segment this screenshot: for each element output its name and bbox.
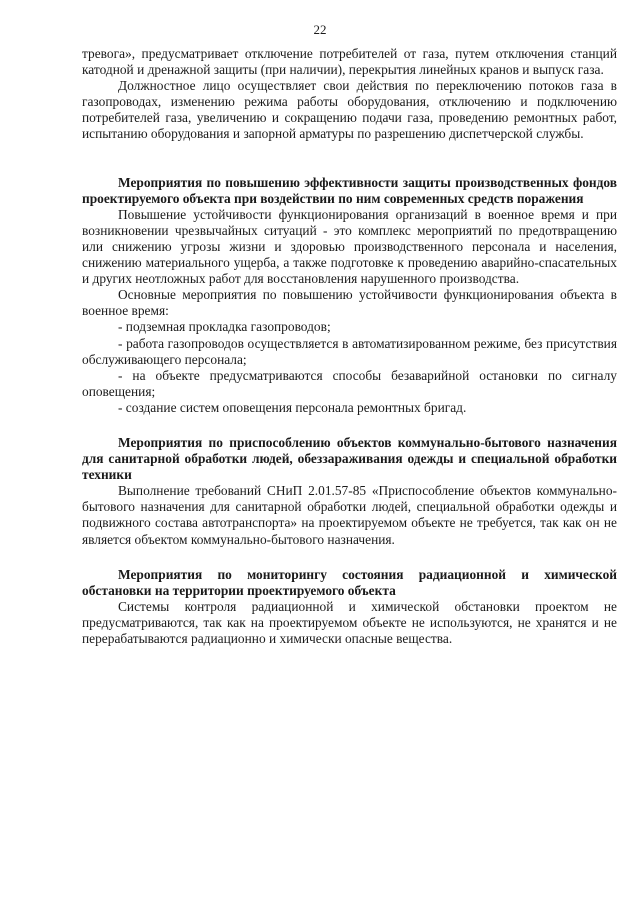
list-item: - на объекте предусматриваются способы безаварийной остановки по сигналу оповещения; — [82, 367, 617, 399]
section-paragraph: Основные мероприятия по повышению устойчивости функционирования объекта в военное время: — [82, 287, 617, 319]
section-heading-protection: Мероприятия по повышению эффективности защиты производственных фондов проектируемого объекта при воздействии по ним современных средств поражения — [82, 174, 617, 206]
section-paragraph: Повышение устойчивости функционирования организаций в военное время и при возникновении чрезвычайных ситуаций - это комплекс мероприятий по предотвращению или снижению угрозы жизни и здоровью производственного персонала и населения, снижению материального ущерба, а также подготовке к проведению аварийно-спасательных и других неотложных работ для восстановления нарушенного производства. — [82, 206, 617, 287]
section-paragraph: Выполнение требований СНиП 2.01.57-85 «Приспособление объектов коммунально-бытового назначения для санитарной обработки людей, специальной обработки одежды и подвижного состава автотранспорта» на проектируемом объекте не требуется, так как он не является объектом коммунально-бытового назначения. — [82, 483, 617, 547]
section-spacer — [82, 143, 617, 175]
list-item: - создание систем оповещения персонала ремонтных бригад. — [118, 399, 467, 415]
intro-paragraph: Должностное лицо осуществляет свои действия по переключению потоков газа в газопроводах, изменению режима работы оборудования, отключению и подключению потребителей газа, увеличению и сокращению подачи газа, проведению ремонтных работ, испытанию оборудования и запорной арматуры по разрешению диспетчерской службы. — [82, 78, 617, 142]
section-heading-sanitation: Мероприятия по приспособлению объектов коммунально-бытового назначения для санитарной обработки людей, обеззараживания одежды и специальной обработки техники — [82, 434, 617, 483]
intro-paragraph-continuation: тревога», предусматривает отключение потребителей от газа, путем отключения станций катодной и дренажной защиты (при наличии), перекрытия линейных кранов и выпуск газа. — [82, 46, 617, 78]
page-content — [82, 46, 617, 647]
list-item: - работа газопроводов осуществляется в автоматизированном режиме, без присутствия обслуживающего персонала; — [82, 335, 617, 367]
page-number: 22 — [313, 22, 327, 37]
section-heading-monitoring: Мероприятия по мониторингу состояния радиационной и химической обстановки на территории проектируемого объекта — [82, 566, 617, 598]
section-paragraph: Системы контроля радиационной и химической обстановки проектом не предусматриваются, так как на проектируемом объекте не используются, не хранятся и не перерабатываются радиационно и химически опасные вещества. — [82, 598, 617, 646]
list-item: - подземная прокладка газопроводов; — [118, 319, 331, 335]
section-spacer — [82, 548, 617, 567]
section-spacer — [82, 416, 617, 435]
